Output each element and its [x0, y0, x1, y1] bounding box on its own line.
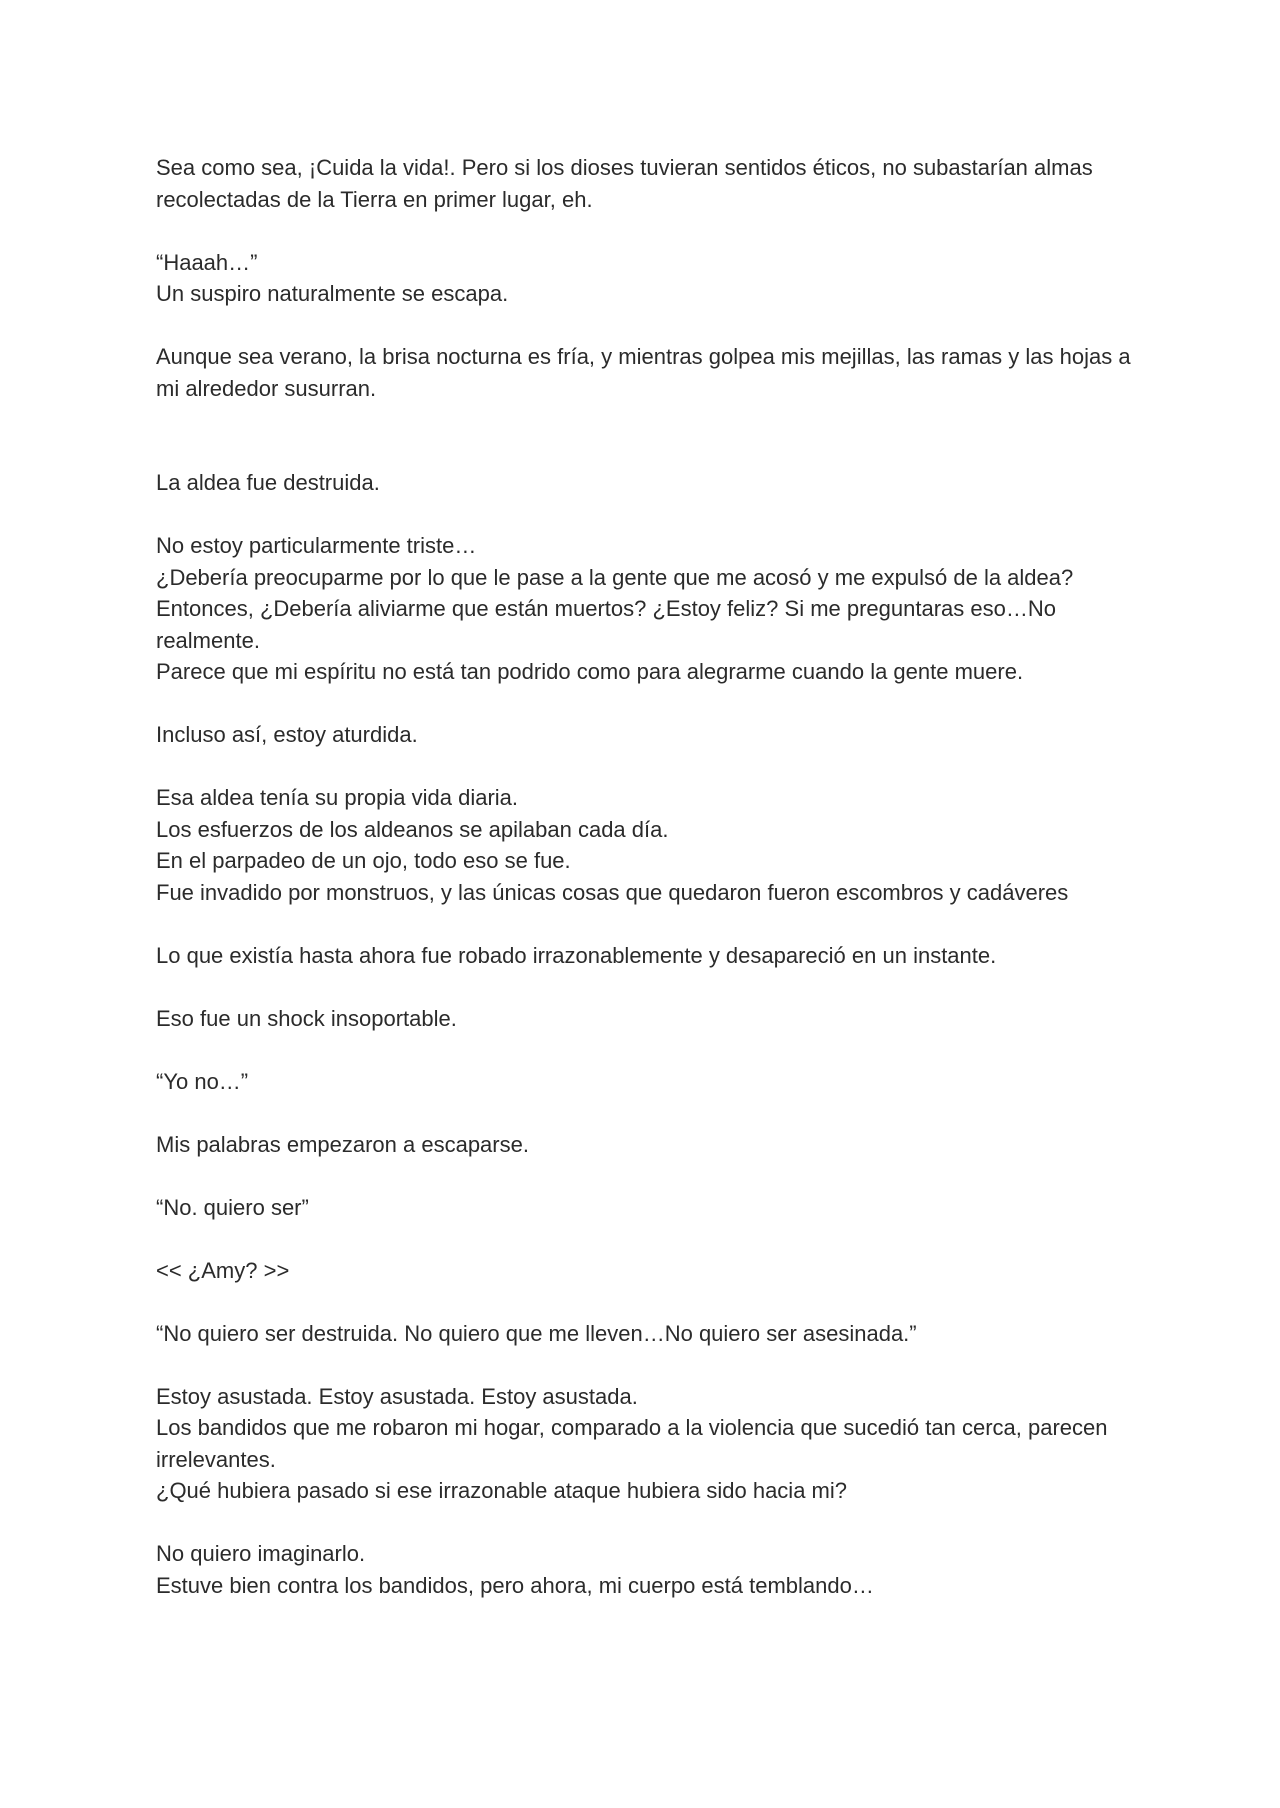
paragraph [156, 782, 1136, 908]
text-line: Lo que existía hasta ahora fue robado irrazonablemente y desapareció en un instante. [156, 942, 997, 968]
paragraph [156, 247, 1136, 310]
text-line: Fue invadido por monstruos, y las únicas cosas que quedaron fueron escombros y cadáveres [156, 879, 1069, 905]
document-page [156, 152, 1136, 1633]
text-line: Los bandidos que me robaron mi hogar, comparado a la violencia que sucedió tan cerca, parecen irrelevantes. [156, 1415, 1108, 1472]
text-line: Los esfuerzos de los aldeanos se apilaban cada día. [156, 816, 669, 842]
text-line: No estoy particularmente triste… [156, 533, 477, 558]
text-line: Un suspiro naturalmente se escapa. [156, 281, 509, 306]
text-line: Entonces, ¿Debería aliviarme que están muertos? ¿Estoy feliz? Si me preguntaras eso…No realmente. [156, 596, 1056, 653]
paragraph [156, 467, 1136, 499]
text-line: “No quiero ser destruida. No quiero que me lleven…No quiero ser asesinada.” [156, 1320, 917, 1346]
text-line: << ¿Amy? >> [156, 1257, 290, 1283]
text-line: Estoy asustada. Estoy asustada. Estoy asustada. [156, 1383, 638, 1409]
text-line: Incluso así, estoy aturdida. [156, 722, 418, 747]
paragraph [156, 719, 1136, 751]
text-line: Estuve bien contra los bandidos, pero ahora, mi cuerpo está temblando… [156, 1572, 874, 1598]
paragraph [156, 530, 1136, 688]
text-line: Eso fue un shock insoportable. [156, 1005, 457, 1031]
text-line: No quiero imaginarlo. [156, 1541, 366, 1566]
text-line: “Yo no…” [156, 1068, 249, 1094]
paragraph [156, 1318, 1136, 1350]
text-line: Sea como sea, ¡Cuida la vida!. Pero si los dioses tuvieran sentidos éticos, no subastarían almas recolectadas de la Tierra en primer lugar, eh. [156, 155, 1093, 212]
text-line: “Haaah…” [156, 249, 258, 275]
text-line: Mis palabras empezaron a escaparse. [156, 1131, 529, 1157]
paragraph [156, 1192, 1136, 1224]
text-line: Esa aldea tenía su propia vida diaria. [156, 785, 519, 810]
text-line: Aunque sea verano, la brisa nocturna es fría, y mientras golpea mis mejillas, las ramas y las hojas a mi alrededor susurran. [156, 344, 1131, 401]
paragraph [156, 1003, 1136, 1035]
text-line: ¿Debería preocuparme por lo que le pase a la gente que me acosó y me expulsó de la aldea? [156, 564, 1074, 590]
paragraph [156, 1538, 1136, 1601]
text-line: “No. quiero ser” [156, 1194, 309, 1220]
paragraph [156, 1066, 1136, 1098]
text-line: Parece que mi espíritu no está tan podrido como para alegrarme cuando la gente muere. [156, 659, 1024, 684]
paragraph [156, 940, 1136, 972]
paragraph [156, 341, 1136, 404]
paragraph [156, 1129, 1136, 1161]
text-line: ¿Qué hubiera pasado si ese irrazonable ataque hubiera sido hacia mi? [156, 1478, 847, 1503]
paragraph [156, 152, 1136, 215]
paragraph [156, 1381, 1136, 1507]
paragraph [156, 1255, 1136, 1287]
text-line: En el parpadeo de un ojo, todo eso se fue. [156, 848, 571, 873]
text-line: La aldea fue destruida. [156, 470, 380, 495]
